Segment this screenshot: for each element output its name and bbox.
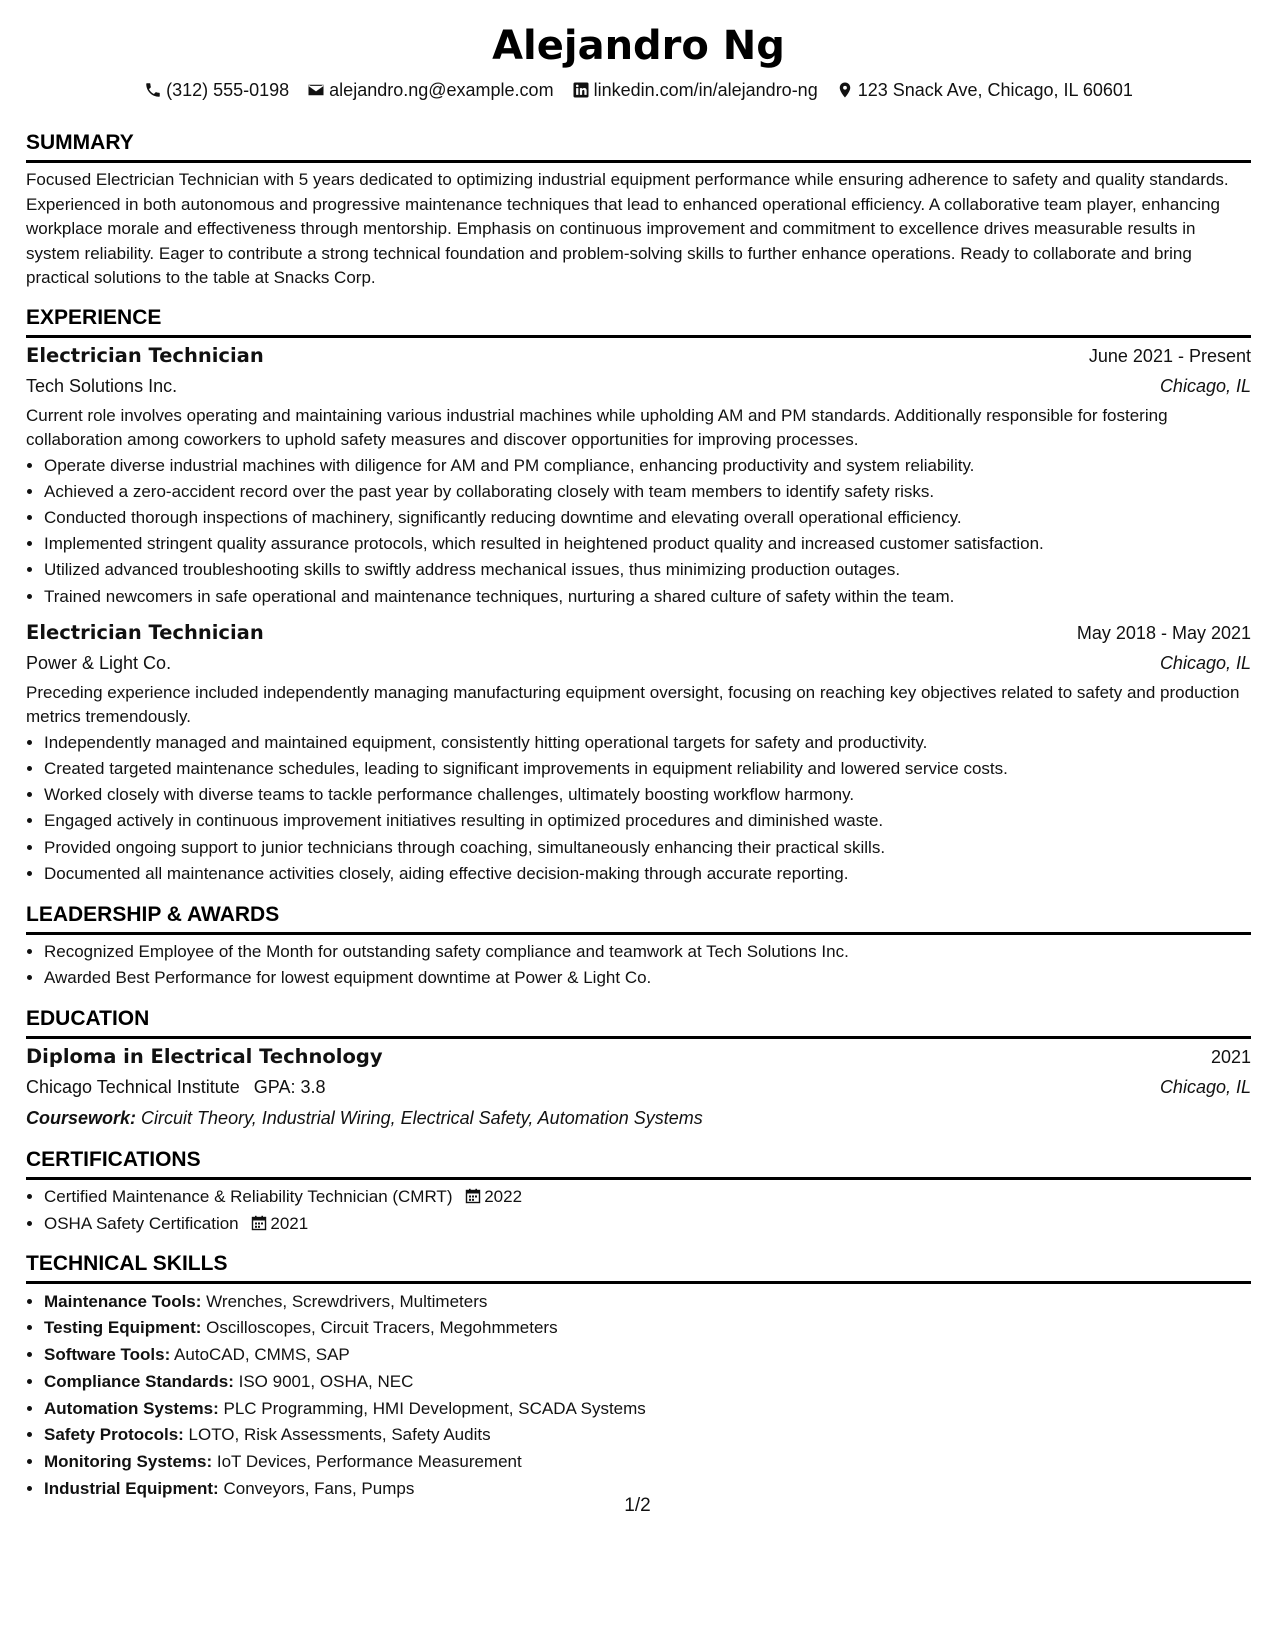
summary-section: [26, 129, 1251, 291]
job-company: Tech Solutions Inc.: [26, 375, 178, 396]
skill-values: LOTO, Risk Assessments, Safety Audits: [188, 1425, 491, 1445]
school-location: Chicago, IL: [1159, 1077, 1251, 1098]
email-text: alejandro.ng@example.com: [329, 80, 554, 100]
address-text: 123 Snack Ave, Chicago, IL 60601: [857, 80, 1133, 100]
leadership-list: [26, 939, 1251, 991]
job-location: Chicago, IL: [1159, 375, 1251, 396]
skill-category: Software Tools:: [44, 1345, 171, 1365]
skill-category: Maintenance Tools:: [44, 1291, 202, 1311]
job-subheader: [26, 648, 1251, 679]
list-item: • Operate diverse industrial machines with diligence for AM and PM compliance, enhancing productivity and system reliability.: [44, 453, 1251, 479]
list-item: • Worked closely with diverse teams to tackle performance challenges, ultimately boosting workflow harmony.: [44, 782, 1251, 808]
phone-text: (312) 555-0198: [166, 80, 290, 100]
contact-linkedin[interactable]: [572, 76, 818, 104]
leadership-section: [26, 901, 1251, 991]
job-description: Current role involves operating and maintaining various industrial machines while upholding AM and PM standards. Additionally responsible for fostering collaboration among coworkers to uphold safety measures and discover opportunities for improving processes.: [26, 405, 1168, 449]
skill-values: Conveyors, Fans, Pumps: [223, 1478, 415, 1498]
gpa: GPA: 3.8: [253, 1077, 326, 1098]
job-description: Preceding experience included independently managing manufacturing equipment oversight, focusing on reaching key objectives related to safety and production metrics tremendously.: [26, 682, 1240, 727]
job-header: [26, 341, 1251, 371]
list-item: • Recognized Employee of the Month for outstanding safety compliance and teamwork at Tech Solutions Inc.: [44, 939, 1251, 965]
skill-category: Testing Equipment:: [44, 1318, 202, 1338]
job-title: Electrician Technician: [26, 343, 264, 367]
job-dates: May 2018 - May 2021: [1076, 622, 1251, 643]
list-item: [44, 1184, 1251, 1210]
list-item: [44, 1211, 1251, 1237]
cert-name: OSHA Safety Certification: [44, 1213, 239, 1233]
list-item: [44, 1396, 1251, 1423]
summary-text: Focused Electrician Technician with 5 years dedicated to optimizing industrial equipment performance while ensuring adherence to safety and quality standards. Experienced in both autonomous and progressive maintenance techniques that lead to enhanced operational efficiency. A collaborative team player, enhancing workplace morale and effectiveness through mentorship. Emphasis on continuous improvement and commitment to excellence drives measurable results in system reliability. Eager to contribute a strong technical foundation and problem-solving skills to further enhance operations. Ready to collaborate and bring practical solutions to the table at Snacks Corp.: [26, 170, 1229, 287]
job-bullets: [26, 730, 1251, 887]
list-item: [44, 1449, 1251, 1476]
degree-title: Diploma in Electrical Technology: [26, 1045, 383, 1069]
job-entry: [26, 618, 1251, 887]
graduation-year: 2021: [1210, 1047, 1251, 1068]
skill-category: Automation Systems:: [44, 1398, 219, 1418]
cert-year: 2021: [270, 1213, 309, 1233]
experience-section: [26, 304, 1251, 887]
job-entry: [26, 341, 1251, 610]
list-item: • Awarded Best Performance for lowest equipment downtime at Power & Light Co.: [44, 965, 1251, 991]
school-line: [26, 1072, 326, 1103]
map-marker-icon: [836, 81, 854, 99]
job-title: Electrician Technician: [26, 620, 264, 644]
calendar-icon: [251, 1215, 267, 1231]
coursework-line: [26, 1103, 1251, 1133]
coursework-label: Coursework:: [26, 1108, 137, 1129]
list-item: • Implemented stringent quality assurance protocols, which resulted in heightened product quality and increased customer satisfaction.: [44, 531, 1251, 557]
job-dates: June 2021 - Present: [1088, 345, 1251, 366]
skill-category: Safety Protocols:: [44, 1425, 184, 1445]
calendar-icon: [465, 1188, 481, 1204]
list-item: [44, 1315, 1251, 1342]
list-item: • Trained newcomers in safe operational and maintenance techniques, nurturing a shared culture of safety within the team.: [44, 584, 1251, 610]
job-subheader: [26, 371, 1251, 402]
skill-values: PLC Programming, HMI Development, SCADA Systems: [223, 1398, 646, 1418]
education-section: [26, 1005, 1251, 1133]
phone-icon: [144, 81, 162, 99]
skills-heading: TECHNICAL SKILLS: [26, 1250, 1251, 1284]
job-company: Power & Light Co.: [26, 652, 172, 673]
list-item: [44, 1422, 1251, 1449]
resume-page: [26, 18, 1251, 1502]
skill-values: Wrenches, Screwdrivers, Multimeters: [206, 1291, 488, 1311]
cert-name: Certified Maintenance & Reliability Technician (CMRT): [44, 1187, 453, 1207]
list-item: • Engaged actively in continuous improvement initiatives resulting in optimized procedures and diminished waste.: [44, 808, 1251, 834]
list-item: [44, 1369, 1251, 1396]
job-location: Chicago, IL: [1159, 652, 1251, 673]
education-subheader: [26, 1072, 1251, 1103]
experience-heading: EXPERIENCE: [26, 304, 1251, 338]
job-header: [26, 618, 1251, 648]
skills-list: [26, 1289, 1251, 1503]
skill-values: IoT Devices, Performance Measurement: [216, 1451, 522, 1471]
list-item: • Independently managed and maintained equipment, consistently hitting operational targets for safety and productivity.: [44, 730, 1251, 756]
list-item: • Utilized advanced troubleshooting skills to swiftly address mechanical issues, thus minimizing production outages.: [44, 557, 1251, 583]
list-item: • Created targeted maintenance schedules, leading to significant improvements in equipment reliability and lowered service costs.: [44, 756, 1251, 782]
page-number: 1/2: [624, 1495, 651, 1516]
linkedin-text: linkedin.com/in/alejandro-ng: [593, 80, 818, 100]
education-header: [26, 1042, 1251, 1072]
skill-category: Monitoring Systems:: [44, 1451, 213, 1471]
contact-email[interactable]: [307, 76, 553, 104]
contact-address: [836, 76, 1133, 104]
contact-bar: [26, 76, 1251, 104]
skill-values: Oscilloscopes, Circuit Tracers, Megohmmeters: [206, 1318, 558, 1338]
certifications-list: [26, 1184, 1251, 1236]
coursework-list: Circuit Theory, Industrial Wiring, Electrical Safety, Automation Systems: [141, 1108, 703, 1129]
list-item: [44, 1289, 1251, 1316]
envelope-icon: [307, 81, 325, 99]
list-item: [44, 1342, 1251, 1369]
school-name: Chicago Technical Institute: [26, 1077, 240, 1098]
list-item: • Achieved a zero-accident record over the past year by collaborating closely with team members to identify safety risks.: [44, 479, 1251, 505]
cert-year: 2022: [484, 1187, 523, 1207]
certifications-section: [26, 1146, 1251, 1236]
skill-values: ISO 9001, OSHA, NEC: [238, 1371, 414, 1391]
job-bullets: [26, 453, 1251, 610]
skills-section: [26, 1250, 1251, 1503]
list-item: • Provided ongoing support to junior technicians through coaching, simultaneously enhancing their practical skills.: [44, 835, 1251, 861]
certifications-heading: CERTIFICATIONS: [26, 1146, 1251, 1180]
list-item: • Documented all maintenance activities closely, aiding effective decision-making through accurate reporting.: [44, 861, 1251, 887]
skill-category: Industrial Equipment:: [44, 1478, 219, 1498]
skill-category: Compliance Standards:: [44, 1371, 234, 1391]
candidate-name: Alejandro Ng: [492, 23, 785, 69]
list-item: • Conducted thorough inspections of machinery, significantly reducing downtime and elevating overall operational efficiency.: [44, 505, 1251, 531]
skill-values: AutoCAD, CMMS, SAP: [174, 1345, 350, 1365]
education-heading: EDUCATION: [26, 1005, 1251, 1039]
linkedin-icon: [572, 81, 590, 99]
summary-heading: SUMMARY: [26, 129, 1251, 163]
leadership-heading: LEADERSHIP & AWARDS: [26, 901, 1251, 935]
contact-phone[interactable]: [144, 76, 289, 104]
